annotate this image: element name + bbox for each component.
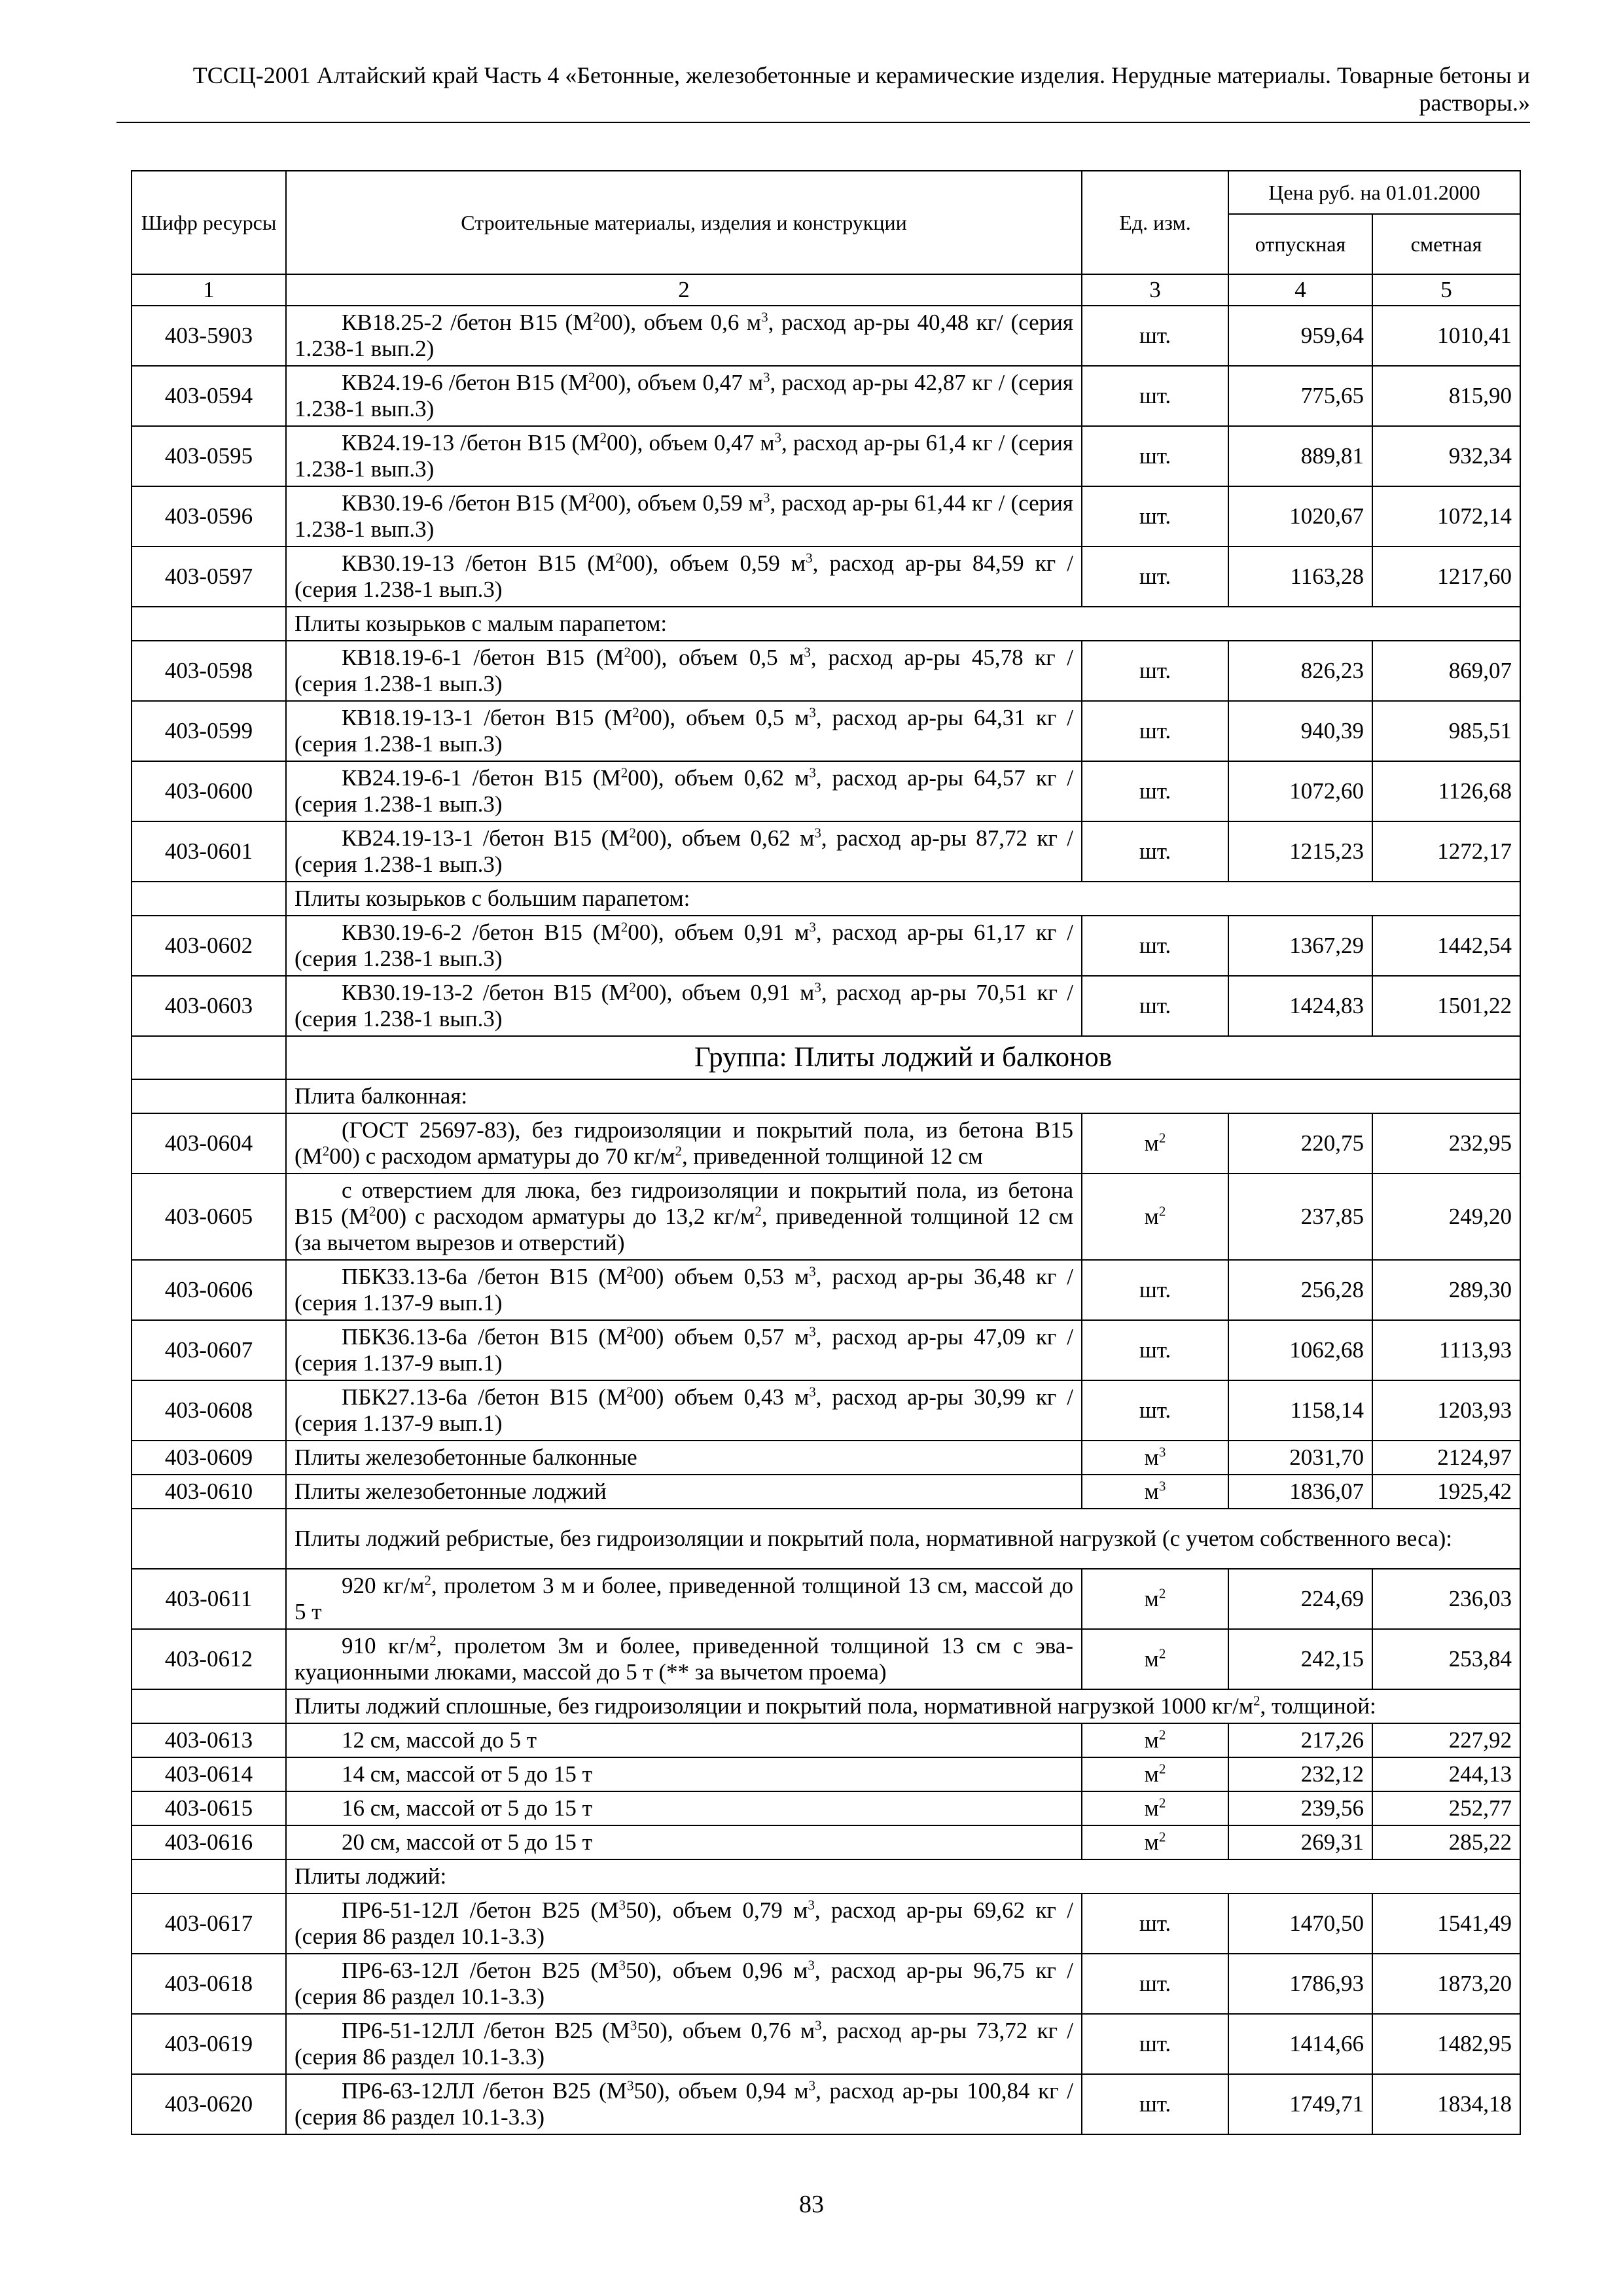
unit-of-measure: шт. (1082, 366, 1228, 426)
table-row (132, 916, 1520, 976)
unit-of-measure: шт. (1082, 1320, 1228, 1380)
table-row (132, 1320, 1520, 1380)
subheader-text: Плиты лоджий ребристые, без гидроизоляции и покрытий пола, нормативной нагрузкой (с учетом собственного веса): (286, 1509, 1520, 1569)
release-price: 1163,28 (1228, 547, 1372, 607)
table-row (132, 701, 1520, 761)
estimate-price: 1442,54 (1372, 916, 1520, 976)
release-price: 269,31 (1228, 1825, 1372, 1859)
estimate-price: 985,51 (1372, 701, 1520, 761)
estimate-price: 1126,68 (1372, 761, 1520, 821)
table-row (132, 1260, 1520, 1320)
unit-of-measure: шт. (1082, 547, 1228, 607)
resource-code: 403-0620 (132, 2074, 286, 2134)
subheader-row (132, 1689, 1520, 1723)
table-row (132, 486, 1520, 547)
table-row (132, 1475, 1520, 1509)
price-table (131, 170, 1521, 2135)
group-title: Группа: Плиты лоджий и балконов (286, 1036, 1520, 1079)
unit-of-measure: шт. (1082, 2014, 1228, 2074)
release-price: 220,75 (1228, 1113, 1372, 1174)
release-price: 959,64 (1228, 306, 1372, 366)
resource-code: 403-0616 (132, 1825, 286, 1859)
unit-of-measure: $м^2$ (1082, 1629, 1228, 1689)
estimate-price: 815,90 (1372, 366, 1520, 426)
estimate-price: 1925,42 (1372, 1475, 1520, 1509)
estimate-price: 1873,20 (1372, 1954, 1520, 2014)
release-price: 217,26 (1228, 1723, 1372, 1757)
table-row (132, 1723, 1520, 1757)
material-description: ПР6-51-12ЛЛ /бетон В25 $(М^350)$, объем 0,76 $м^3$, расход ар-ры 73,72 кг / (серия 86 раздел 10.1-3.3) (286, 2014, 1082, 2074)
estimate-price: 1072,14 (1372, 486, 1520, 547)
unit-of-measure: $м^2$ (1082, 1113, 1228, 1174)
estimate-price: 1482,95 (1372, 2014, 1520, 2074)
material-description: КВ24.19-13-1 /бетон В15 $(М^200)$, объем 0,62 $м^3$, расход ар-ры 87,72 кг / (серия 1.238-1 вып.3) (286, 821, 1082, 882)
table-row (132, 1893, 1520, 1954)
release-price: 239,56 (1228, 1791, 1372, 1825)
col-header-unit: Ед. изм. (1082, 171, 1228, 274)
col-header-name: Строительные материалы, изделия и конструкции (286, 171, 1082, 274)
header-line-2: растворы.» (1419, 90, 1530, 116)
empty-code-cell (132, 1079, 286, 1113)
table-row (132, 1825, 1520, 1859)
release-price: 2031,70 (1228, 1441, 1372, 1475)
table-row (132, 1569, 1520, 1629)
header-rule (116, 122, 1530, 123)
col-header-estimate: сметная (1372, 214, 1520, 274)
subheader-row (132, 1859, 1520, 1893)
unit-of-measure: $м^2$ (1082, 1825, 1228, 1859)
material-description: КВ30.19-13-2 /бетон В15 $(М^200)$, объем 0,91 $м^3$, расход ар-ры 70,51 кг / (серия 1.238-1 вып.3) (286, 976, 1082, 1036)
estimate-price: 236,03 (1372, 1569, 1520, 1629)
resource-code: 403-5903 (132, 306, 286, 366)
col-number: 4 (1228, 274, 1372, 306)
resource-code: 403-0598 (132, 641, 286, 701)
unit-of-measure: шт. (1082, 1260, 1228, 1320)
empty-code-cell (132, 607, 286, 641)
material-description: КВ24.19-13 /бетон В15 $(М^200)$, объем 0,47 $м^3$, расход ар-ры 61,4 кг / (серия 1.238-1 вып.3) (286, 426, 1082, 486)
release-price: 242,15 (1228, 1629, 1372, 1689)
unit-of-measure: шт. (1082, 976, 1228, 1036)
release-price: 889,81 (1228, 426, 1372, 486)
resource-code: 403-0609 (132, 1441, 286, 1475)
release-price: 1072,60 (1228, 761, 1372, 821)
resource-code: 403-0596 (132, 486, 286, 547)
table-body (132, 306, 1520, 2134)
release-price: 826,23 (1228, 641, 1372, 701)
estimate-price: 227,92 (1372, 1723, 1520, 1757)
resource-code: 403-0597 (132, 547, 286, 607)
estimate-price: 232,95 (1372, 1113, 1520, 1174)
unit-of-measure: шт. (1082, 701, 1228, 761)
resource-code: 403-0617 (132, 1893, 286, 1954)
empty-code-cell (132, 1689, 286, 1723)
table-row (132, 1174, 1520, 1260)
release-price: 1414,66 (1228, 2014, 1372, 2074)
release-price: 1424,83 (1228, 976, 1372, 1036)
material-description: КВ24.19-6-1 /бетон В15 $(М^200)$, объем 0,62 $м^3$, расход ар-ры 64,57 кг / (серия 1.238-1 вып.3) (286, 761, 1082, 821)
material-description: 12 см, массой до 5 т (286, 1723, 1082, 1757)
material-description: ПР6-51-12Л /бетон В25 $(М^350)$, объем 0,79 $м^3$, расход ар-ры 69,62 кг / (серия 86 раздел 10.1-3.3) (286, 1893, 1082, 1954)
col-number: 5 (1372, 274, 1520, 306)
estimate-price: 285,22 (1372, 1825, 1520, 1859)
resource-code: 403-0600 (132, 761, 286, 821)
resource-code: 403-0612 (132, 1629, 286, 1689)
estimate-price: 1010,41 (1372, 306, 1520, 366)
estimate-price: 252,77 (1372, 1791, 1520, 1825)
unit-of-measure: шт. (1082, 821, 1228, 882)
release-price: 1158,14 (1228, 1380, 1372, 1441)
col-number: 3 (1082, 274, 1228, 306)
table-row (132, 1791, 1520, 1825)
release-price: 224,69 (1228, 1569, 1372, 1629)
release-price: 1020,67 (1228, 486, 1372, 547)
release-price: 1836,07 (1228, 1475, 1372, 1509)
unit-of-measure: $м^3$ (1082, 1441, 1228, 1475)
unit-of-measure: $м^2$ (1082, 1569, 1228, 1629)
empty-code-cell (132, 882, 286, 916)
release-price: 775,65 (1228, 366, 1372, 426)
subheader-text: Плита балконная: (286, 1079, 1520, 1113)
release-price: 940,39 (1228, 701, 1372, 761)
table-row (132, 976, 1520, 1036)
table-row (132, 1380, 1520, 1441)
unit-of-measure: шт. (1082, 1954, 1228, 2014)
estimate-price: 1272,17 (1372, 821, 1520, 882)
table-row (132, 1757, 1520, 1791)
material-description: ПР6-63-12ЛЛ /бетон В25 $(М^350)$, объем 0,94 $м^3$, расход ар-ры 100,84 кг / (серия 86 раздел 10.1-3.3) (286, 2074, 1082, 2134)
col-header-code: Шифр ресурсы (132, 171, 286, 274)
subheader-row (132, 882, 1520, 916)
table-row (132, 2074, 1520, 2134)
release-price: 1215,23 (1228, 821, 1372, 882)
page-number: 83 (799, 2191, 824, 2218)
resource-code: 403-0615 (132, 1791, 286, 1825)
unit-of-measure: шт. (1082, 306, 1228, 366)
table-row (132, 1113, 1520, 1174)
resource-code: 403-0607 (132, 1320, 286, 1380)
estimate-price: 1217,60 (1372, 547, 1520, 607)
material-description: 910 $кг/м^2$, пролетом 3м и более, приведенной толщиной 13 см с эва-куационными люками, массой до 5 т (** за вычетом проема) (286, 1629, 1082, 1689)
estimate-price: 2124,97 (1372, 1441, 1520, 1475)
estimate-price: 1541,49 (1372, 1893, 1520, 1954)
material-description: КВ30.19-13 /бетон В15 $(М^200)$, объем 0,59 $м^3$, расход ар-ры 84,59 кг / (серия 1.238-1 вып.3) (286, 547, 1082, 607)
table-row (132, 366, 1520, 426)
release-price: 1749,71 (1228, 2074, 1372, 2134)
estimate-price: 253,84 (1372, 1629, 1520, 1689)
release-price: 1062,68 (1228, 1320, 1372, 1380)
header-line-1: ТССЦ-2001 Алтайский край Часть 4 «Бетонные, железобетонные и керамические изделия. Нерудные материалы. Товарные бетоны и (192, 62, 1530, 88)
unit-of-measure: $м^2$ (1082, 1174, 1228, 1260)
table-row (132, 1629, 1520, 1689)
resource-code: 403-0599 (132, 701, 286, 761)
group-row (132, 1036, 1520, 1079)
table-row (132, 821, 1520, 882)
empty-code-cell (132, 1509, 286, 1569)
subheader-row (132, 607, 1520, 641)
col-number: 1 (132, 274, 286, 306)
unit-of-measure: шт. (1082, 426, 1228, 486)
resource-code: 403-0594 (132, 366, 286, 426)
table-row (132, 761, 1520, 821)
unit-of-measure: $м^3$ (1082, 1475, 1228, 1509)
release-price: 1367,29 (1228, 916, 1372, 976)
unit-of-measure: шт. (1082, 486, 1228, 547)
estimate-price: 932,34 (1372, 426, 1520, 486)
material-description: КВ18.25-2 /бетон В15 $(М^200)$, объем 0,6 $м^3$, расход ар-ры 40,48 кг/ (серия 1.238-1 вып.2) (286, 306, 1082, 366)
material-description: КВ30.19-6-2 /бетон В15 $(М^200)$, объем 0,91 $м^3$, расход ар-ры 61,17 кг / (серия 1.238-1 вып.3) (286, 916, 1082, 976)
release-price: 256,28 (1228, 1260, 1372, 1320)
estimate-price: 244,13 (1372, 1757, 1520, 1791)
release-price: 1786,93 (1228, 1954, 1372, 2014)
material-description: Плиты железобетонные лоджий (286, 1475, 1082, 1509)
resource-code: 403-0605 (132, 1174, 286, 1260)
unit-of-measure: шт. (1082, 1380, 1228, 1441)
col-header-price: Цена руб. на 01.01.2000 (1228, 171, 1520, 214)
subheader-row (132, 1079, 1520, 1113)
empty-code-cell (132, 1859, 286, 1893)
material-description: 920 $кг/м^2$, пролетом 3 м и более, приведенной толщиной 13 см, массой до 5 т (286, 1569, 1082, 1629)
resource-code: 403-0601 (132, 821, 286, 882)
material-description: с отверстием для люка, без гидроизоляции и покрытий пола, из бетона В15 $(М^200)$ с расходом арматуры до 13,2 $кг/м^2$, приведенной толщиной 12 см (за вычетом вырезов и отверстий) (286, 1174, 1082, 1260)
resource-code: 403-0606 (132, 1260, 286, 1320)
table-row (132, 1441, 1520, 1475)
release-price: 232,12 (1228, 1757, 1372, 1791)
material-description: КВ30.19-6 /бетон В15 $(М^200)$, объем 0,59 $м^3$, расход ар-ры 61,44 кг / (серия 1.238-1 вып.3) (286, 486, 1082, 547)
table-row (132, 547, 1520, 607)
release-price: 1470,50 (1228, 1893, 1372, 1954)
page-header (116, 62, 1530, 117)
unit-of-measure: шт. (1082, 761, 1228, 821)
release-price: 237,85 (1228, 1174, 1372, 1260)
col-number: 2 (286, 274, 1082, 306)
material-description: КВ24.19-6 /бетон В15 $(М^200)$, объем 0,47 $м^3$, расход ар-ры 42,87 кг / (серия 1.238-1 вып.3) (286, 366, 1082, 426)
table-row (132, 306, 1520, 366)
subheader-row (132, 1509, 1520, 1569)
resource-code: 403-0618 (132, 1954, 286, 2014)
resource-code: 403-0604 (132, 1113, 286, 1174)
resource-code: 403-0614 (132, 1757, 286, 1791)
subheader-text: Плиты лоджий сплошные, без гидроизоляции и покрытий пола, нормативной нагрузкой 1000 $кг/м^2$, толщиной: (286, 1689, 1520, 1723)
estimate-price: 1501,22 (1372, 976, 1520, 1036)
resource-code: 403-0610 (132, 1475, 286, 1509)
unit-of-measure: шт. (1082, 1893, 1228, 1954)
resource-code: 403-0619 (132, 2014, 286, 2074)
estimate-price: 1113,93 (1372, 1320, 1520, 1380)
resource-code: 403-0611 (132, 1569, 286, 1629)
material-description: ПР6-63-12Л /бетон В25 $(М^350)$, объем 0,96 $м^3$, расход ар-ры 96,75 кг / (серия 86 раздел 10.1-3.3) (286, 1954, 1082, 2014)
material-description: КВ18.19-6-1 /бетон В15 $(М^200)$, объем 0,5 $м^3$, расход ар-ры 45,78 кг / (серия 1.238-1 вып.3) (286, 641, 1082, 701)
material-description: ПБК27.13-6а /бетон В15 $(М^200)$ объем 0,43 $м^3$, расход ар-ры 30,99 кг / (серия 1.137-9 вып.1) (286, 1380, 1082, 1441)
unit-of-measure: шт. (1082, 916, 1228, 976)
resource-code: 403-0613 (132, 1723, 286, 1757)
table-row (132, 2014, 1520, 2074)
material-description: 20 см, массой от 5 до 15 т (286, 1825, 1082, 1859)
estimate-price: 1203,93 (1372, 1380, 1520, 1441)
table-row (132, 1954, 1520, 2014)
material-description: ПБК33.13-6а /бетон В15 $(М^200)$ объем 0,53 $м^3$, расход ар-ры 36,48 кг / (серия 1.137-9 вып.1) (286, 1260, 1082, 1320)
unit-of-measure: шт. (1082, 2074, 1228, 2134)
subheader-text: Плиты козырьков с большим парапетом: (286, 882, 1520, 916)
table-row (132, 426, 1520, 486)
estimate-price: 869,07 (1372, 641, 1520, 701)
estimate-price: 289,30 (1372, 1260, 1520, 1320)
unit-of-measure: $м^2$ (1082, 1757, 1228, 1791)
material-description: 14 см, массой от 5 до 15 т (286, 1757, 1082, 1791)
unit-of-measure: $м^2$ (1082, 1791, 1228, 1825)
subheader-text: Плиты лоджий: (286, 1859, 1520, 1893)
material-description: Плиты железобетонные балконные (286, 1441, 1082, 1475)
unit-of-measure: шт. (1082, 641, 1228, 701)
col-header-release: отпускная (1228, 214, 1372, 274)
estimate-price: 1834,18 (1372, 2074, 1520, 2134)
resource-code: 403-0603 (132, 976, 286, 1036)
empty-code-cell (132, 1036, 286, 1079)
material-description: КВ18.19-13-1 /бетон В15 $(М^200)$, объем 0,5 $м^3$, расход ар-ры 64,31 кг / (серия 1.238-1 вып.3) (286, 701, 1082, 761)
material-description: ПБК36.13-6а /бетон В15 $(М^200)$ объем 0,57 $м^3$, расход ар-ры 47,09 кг / (серия 1.137-9 вып.1) (286, 1320, 1082, 1380)
subheader-text: Плиты козырьков с малым парапетом: (286, 607, 1520, 641)
material-description: 16 см, массой от 5 до 15 т (286, 1791, 1082, 1825)
table-row (132, 641, 1520, 701)
estimate-price: 249,20 (1372, 1174, 1520, 1260)
material-description: (ГОСТ 25697-83), без гидроизоляции и покрытий пола, из бетона В15 $(М^200)$ с расходом арматуры до 70 $кг/м^2$, приведенной толщиной 12 см (286, 1113, 1082, 1174)
resource-code: 403-0595 (132, 426, 286, 486)
resource-code: 403-0602 (132, 916, 286, 976)
unit-of-measure: $м^2$ (1082, 1723, 1228, 1757)
resource-code: 403-0608 (132, 1380, 286, 1441)
